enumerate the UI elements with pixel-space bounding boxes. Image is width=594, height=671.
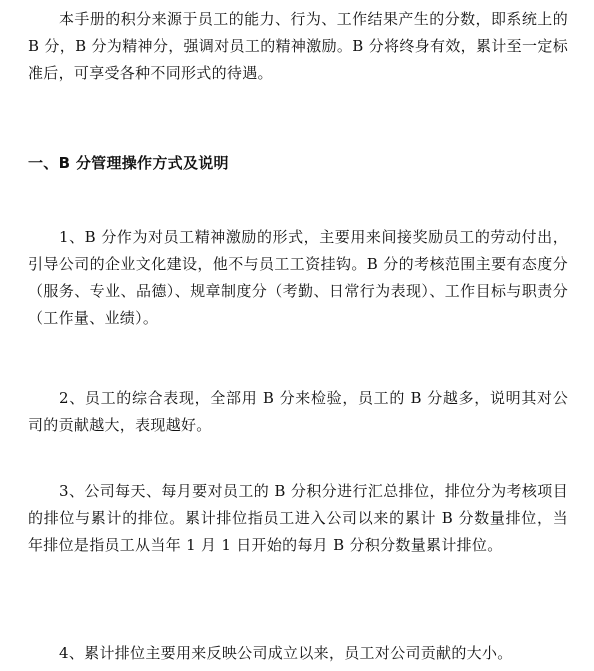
item-paragraph-4: 4、累计排位主要用来反映公司成立以来，员工对公司贡献的大小。 <box>59 644 513 662</box>
section-heading: 一、B 分管理操作方式及说明 <box>28 154 229 172</box>
intro-paragraph: 本手册的积分来源于员工的能力、行为、工作结果产生的分数，即系统上的 B 分，B 分为精神分，强调对员工的精神激励。B 分将终身有效，累计至一定标准后，可享受各种不同形式的待遇。 <box>28 10 568 82</box>
item-paragraph-2: 2、员工的综合表现，全部用 B 分来检验，员工的 B 分越多，说明其对公司的贡献越大，表现越好。 <box>28 389 568 434</box>
item-paragraph-3: 3、公司每天、每月要对员工的 B 分积分进行汇总排位，排位分为考核项目的排位与累计的排位。累计排位指员工进入公司以来的累计 B 分数量排位，当年排位是指员工从当年 1 月 1 日开始的每月 B 分积分数量累计排位。 <box>28 482 568 554</box>
item-paragraph-1: 1、B 分作为对员工精神激励的形式，主要用来间接奖励员工的劳动付出，引导公司的企业文化建设，他不与员工工资挂钩。B 分的考核范围主要有态度分（服务、专业、品德）、规章制度分（考勤、日常行为表现）、工作目标与职责分（工作量、业绩）。 <box>28 228 568 327</box>
